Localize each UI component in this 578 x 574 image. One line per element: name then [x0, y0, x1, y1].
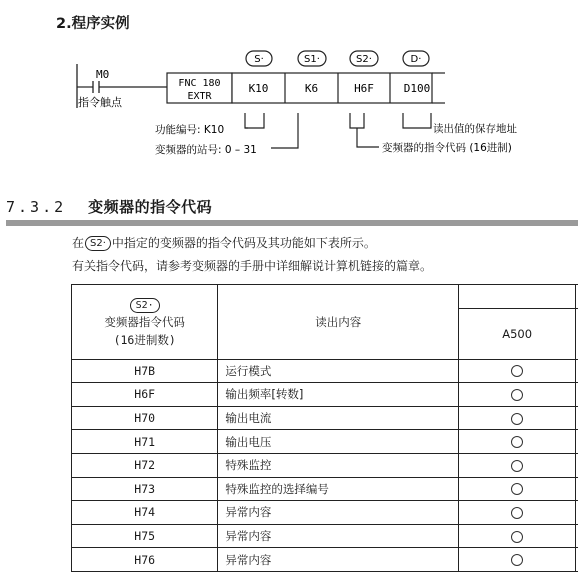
ladder-diagram	[0, 0, 578, 200]
table-row	[72, 383, 578, 407]
note-read-address: 读出值的保存地址	[433, 123, 517, 135]
section-heading	[6, 196, 212, 217]
note-station-number: 变频器的站号: 0 – 31	[155, 144, 257, 156]
tag-s1-label: S1·	[304, 54, 320, 65]
tag-s-label: S·	[254, 54, 264, 65]
header-desc-cell: 读出内容	[218, 285, 459, 360]
support-circle-icon	[511, 531, 523, 543]
row-code: H6F	[72, 383, 218, 407]
row-support-mark	[459, 453, 576, 477]
intro-text-after: 中指定的变频器的指令代码及其功能如下表所示。	[111, 236, 376, 250]
header-group-cell	[459, 285, 576, 309]
row-code: H73	[72, 477, 218, 501]
header-code-cell	[72, 285, 218, 360]
support-circle-icon	[511, 389, 523, 401]
support-circle-icon	[511, 507, 523, 519]
row-desc: 输出电压	[218, 430, 459, 454]
row-code: H70	[72, 406, 218, 430]
row-support-mark	[459, 383, 576, 407]
header-code-unit: (16进制数)	[113, 332, 176, 347]
table-row	[72, 477, 578, 501]
note-command-code: 变频器的指令代码 (16进制)	[382, 142, 512, 154]
row-support-mark	[459, 359, 576, 383]
row-desc: 运行模式	[218, 359, 459, 383]
row-code: H76	[72, 548, 218, 572]
note-function-number: 功能编号: K10	[155, 124, 225, 136]
row-code: H75	[72, 524, 218, 548]
section-divider	[6, 220, 578, 226]
example-heading: 2.程序实例	[56, 16, 130, 32]
row-code: H71	[72, 430, 218, 454]
intro-paragraph	[72, 234, 376, 251]
header-code-label: 变频器指令代码	[104, 314, 185, 329]
table-row	[72, 548, 578, 572]
reference-paragraph: 有关指令代码，请参考变频器的手册中详细解说计算机链接的篇章。	[72, 259, 433, 273]
row-desc: 输出频率[转数]	[218, 383, 459, 407]
table-row	[72, 524, 578, 548]
operand-d-value: D100	[403, 82, 431, 95]
row-desc: 异常内容	[218, 501, 459, 525]
table-row	[72, 406, 578, 430]
section-title: 变频器的指令代码	[88, 198, 213, 216]
row-desc: 特殊监控	[218, 453, 459, 477]
fnc-number: FNC 180	[178, 78, 221, 89]
tag-s2-label: S2·	[356, 54, 372, 65]
tag-d-label: D·	[410, 54, 422, 65]
table-row	[72, 501, 578, 525]
ladder-line	[271, 113, 298, 148]
support-circle-icon	[511, 554, 523, 566]
contact-caption: 指令触点	[78, 96, 122, 109]
row-code: H7B	[72, 359, 218, 383]
operand-s2-badge: S2·	[85, 236, 111, 251]
command-code-table	[71, 284, 578, 572]
ladder-line	[403, 113, 431, 128]
row-code: H74	[72, 501, 218, 525]
table-row	[72, 359, 578, 383]
row-support-mark	[459, 524, 576, 548]
ladder-line	[357, 128, 379, 147]
row-desc: 输出电流	[218, 406, 459, 430]
row-support-mark	[459, 406, 576, 430]
operand-s-value: K10	[248, 82, 269, 95]
operand-s1-value: K6	[304, 82, 319, 95]
row-desc: 特殊监控的选择编号	[218, 477, 459, 501]
row-support-mark	[459, 430, 576, 454]
table-row	[72, 430, 578, 454]
table-row	[72, 453, 578, 477]
row-desc: 异常内容	[218, 548, 459, 572]
support-circle-icon	[511, 413, 523, 425]
row-support-mark	[459, 477, 576, 501]
ladder-line	[350, 113, 364, 128]
section-number: 7.3.2	[6, 198, 67, 216]
row-desc: 异常内容	[218, 524, 459, 548]
operand-s2-value: H6F	[354, 82, 374, 95]
intro-text-before: 在	[72, 236, 85, 250]
ladder-line	[245, 113, 264, 128]
header-model-cell: A500	[459, 308, 576, 359]
header-operand-badge: S2·	[130, 298, 160, 313]
row-support-mark	[459, 501, 576, 525]
support-circle-icon	[511, 436, 523, 448]
row-support-mark	[459, 548, 576, 572]
support-circle-icon	[511, 460, 523, 472]
row-code: H72	[72, 453, 218, 477]
support-circle-icon	[511, 365, 523, 377]
support-circle-icon	[511, 483, 523, 495]
fnc-mnemonic: EXTR	[187, 91, 212, 102]
contact-name: M0	[96, 68, 110, 81]
